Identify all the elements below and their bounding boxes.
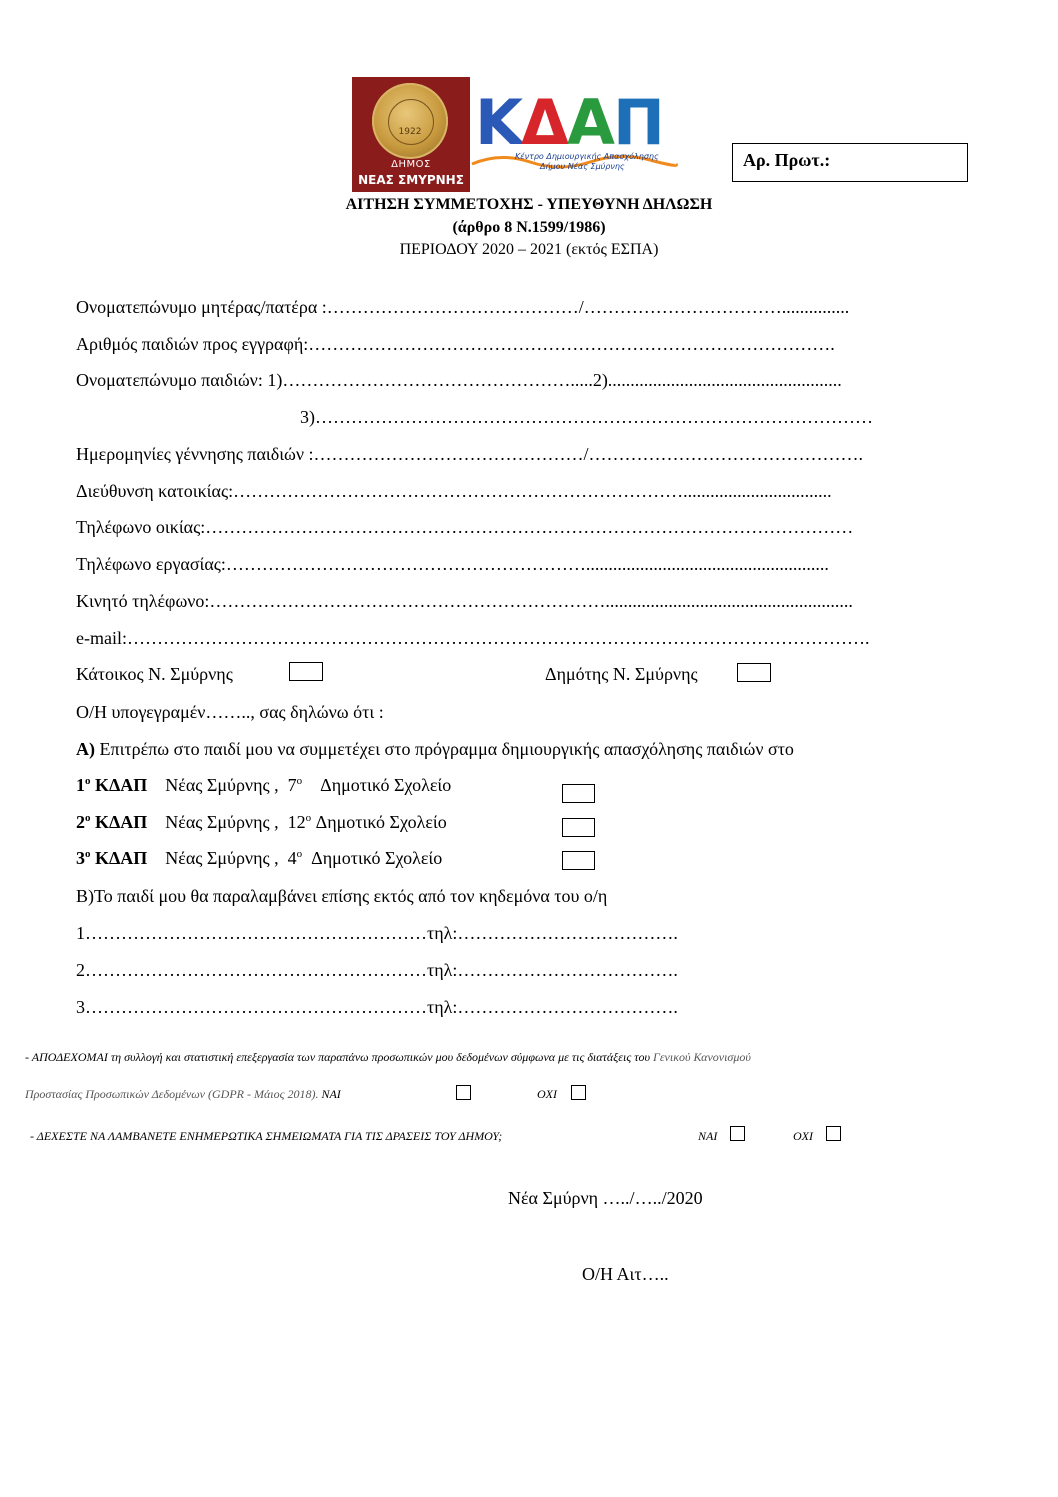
pickup-line-2[interactable]: 2…………………………………………………τηλ:……………………………….	[76, 960, 678, 980]
citizen-label: Δημότης Ν. Σμύρνης	[545, 664, 698, 684]
logo-line1: ΔΗΜΟΣ	[391, 159, 431, 170]
declaration-a	[76, 739, 794, 760]
kdap-subtitle1: Κέντρο Δημιουργικής Απασχόλησης	[515, 152, 659, 161]
pickup-line-3[interactable]: 3…………………………………………………τηλ:……………………………….	[76, 997, 678, 1017]
gdpr-no-checkbox[interactable]	[571, 1085, 586, 1100]
option-1-checkbox[interactable]	[562, 784, 595, 803]
citizen-checkbox[interactable]	[737, 663, 771, 682]
gdpr-line1: - ΑΠΟΔΕΧΟΜΑΙ τη συλλογή και στατιστική επεξεργασία των παραπάνω προσωπικών μου δεδομένων σύμφωνα με τις διατάξεις του Γενικού Κανονισμού	[25, 1050, 751, 1064]
option-row-1: $1^o$ ΚΔΑΠ Νέας Σμύρνης , $7^o$ Δημοτικό Σχολείο	[76, 775, 452, 795]
option-2-checkbox[interactable]	[562, 818, 595, 837]
newsletter-no-checkbox[interactable]	[826, 1126, 841, 1141]
resident-checkbox[interactable]	[289, 662, 323, 681]
gdpr-yes-checkbox[interactable]	[456, 1085, 471, 1100]
option-row-3: $3^o$ ΚΔΑΠ Νέας Σμύρνης , $4^o$ Δημοτικό Σχολείο	[76, 848, 443, 868]
date-line[interactable]: Νέα Σμύρνη …../…../2020	[508, 1188, 703, 1208]
form-period: ΠΕΡΙΟΔΟΥ 2020 – 2021 (εκτός ΕΣΠΑ)	[399, 241, 659, 258]
logo-line2: ΝΕΑΣ ΣΜΥΡΝΗΣ	[358, 173, 464, 187]
option-row-2: $2^o$ ΚΔΑΠ Νέας Σμύρνης , $12^o$ Δημοτικό Σχολείο	[76, 812, 447, 832]
parent-name-field[interactable]: Ονοματεπώνυμο μητέρας/πατέρα :……………………………………/……………………………...............	[76, 297, 850, 317]
newsletter-line: - ΔΕΧΕΣΤΕ ΝΑ ΛΑΜΒΑΝΕΤΕ ΕΝΗΜΕΡΩΤΙΚΑ ΣΗΜΕΙΩΜΑΤΑ ΓΙΑ ΤΙΣ ΔΡΑΣΕΙΣ ΤΟΥ ΔΗΜΟΥ;	[30, 1129, 503, 1143]
kdap-subtitle2: Δήμου Νέας Σμύρνης	[540, 162, 625, 171]
children-count-field[interactable]: Αριθμός παιδιών προς εγγραφή:…………………………………………………………………………….	[76, 334, 835, 354]
mobile-field[interactable]: Κινητό τηλέφωνο:………………………………………………………….......................................................	[76, 591, 853, 611]
coin-year: 1922	[398, 127, 422, 137]
newsletter-no-label: ΟΧΙ	[793, 1129, 813, 1143]
address-field[interactable]: Διεύθυνση κατοικίας:………………………………………………………………….................................	[76, 481, 832, 501]
children-names-field[interactable]: Ονοματεπώνυμο παιδιών: 1)………………………………………….....2)....................................................	[76, 370, 842, 390]
applicant-signature[interactable]: Ο/Η Αιτ…..	[582, 1264, 669, 1284]
resident-label: Κάτοικος Ν. Σμύρνης	[76, 664, 233, 684]
form-title: ΑΙΤΗΣΗ ΣΥΜΜΕΤΟΧΗΣ - ΥΠΕΥΘΥΝΗ ΔΗΛΩΣΗ	[345, 196, 713, 213]
coin-emblem-icon	[372, 83, 448, 159]
kdap-letter: Κ	[475, 86, 522, 159]
kdap-letter: Α	[567, 86, 614, 159]
gdpr-line2: Προστασίας Προσωπικών Δεδομένων (GDPR - Μάιος 2018). ΝΑΙ	[25, 1087, 341, 1101]
home-phone-field[interactable]: Τηλέφωνο οικίας:………………………………………………………………………………………………	[76, 517, 854, 537]
declaration-b: Β)Το παιδί μου θα παραλαμβάνει επίσης εκτός από τον κηδεμόνα του ο/η	[76, 886, 608, 906]
a-prefix: Α)	[76, 739, 95, 759]
newsletter-yes-checkbox[interactable]	[730, 1126, 745, 1141]
work-phone-field[interactable]: Τηλέφωνο εργασίας:……………………………………………………......................................................	[76, 554, 829, 574]
kdap-letter: Δ	[521, 86, 568, 159]
municipality-logo	[352, 77, 470, 192]
declaration-intro: Ο/Η υπογεγραμέν…….., σας δηλώνω ότι :	[76, 702, 384, 722]
birth-dates-field[interactable]: Ημερομηνίες γέννησης παιδιών :………………………………………/……………………………………….	[76, 444, 864, 464]
protocol-number-field[interactable]	[732, 143, 968, 182]
a-text: Επιτρέπω στο παιδί μου να συμμετέχει στο πρόγραμμα δημιουργικής απασχόλησης παιδιών στο	[95, 739, 794, 759]
child-name-3-field[interactable]: 3)…………………………………………………………………………………	[300, 407, 873, 427]
gdpr-no-label: ΟΧΙ	[537, 1087, 557, 1101]
email-field[interactable]: e-mail:…………………………………………………………………………………………………………….	[76, 628, 870, 648]
kdap-letter: Π	[613, 86, 663, 159]
protocol-label: Αρ. Πρωτ.:	[743, 150, 831, 170]
option-3-checkbox[interactable]	[562, 851, 595, 870]
pickup-line-1[interactable]: 1…………………………………………………τηλ:……………………………….	[76, 923, 678, 943]
newsletter-yes-label: ΝΑΙ	[698, 1129, 718, 1143]
form-subtitle: (άρθρο 8 Ν.1599/1986)	[452, 219, 606, 236]
